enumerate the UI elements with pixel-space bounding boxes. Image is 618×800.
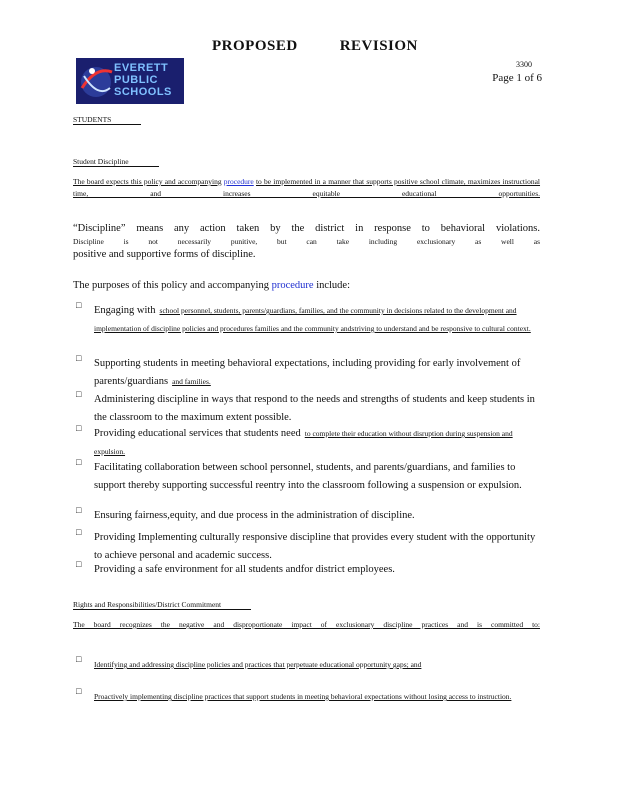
list-item: □ Providing a safe environment for all students andfor district employees. bbox=[76, 559, 395, 575]
list-item: □ Engaging with school personnel, students, parents/guardians, families, and the community in decisions related to the development and implementation of discipline policies and procedures families and the community andstriving to understand and be responsive to cultural context. bbox=[76, 300, 531, 333]
policy-subject: Student Discipline bbox=[73, 157, 540, 166]
procedure-link[interactable]: procedure bbox=[223, 177, 254, 186]
list-item: □ Ensuring fairness,equity, and due process in the administration of discipline. bbox=[76, 505, 415, 521]
rights-heading: Rights and Responsibilities/District Commitment bbox=[73, 600, 540, 609]
policy-number: 3300 bbox=[516, 60, 532, 69]
bullet-icon: □ bbox=[76, 300, 82, 310]
commitments-list bbox=[76, 654, 538, 718]
list-item: □ Identifying and addressing discipline policies and practices that perpetuate educational opportunity gaps; and bbox=[76, 654, 422, 669]
bullet-icon: □ bbox=[76, 686, 82, 696]
everett-public-schools-logo bbox=[76, 58, 184, 104]
purposes-list bbox=[76, 300, 538, 579]
logo-text: EVERETT PUBLIC SCHOOLS bbox=[114, 62, 172, 98]
bullet-icon: □ bbox=[76, 457, 82, 467]
bullet-icon: □ bbox=[76, 389, 82, 399]
bullet-icon: □ bbox=[76, 527, 82, 537]
intro-paragraph: The board expects this policy and accompanying procedure to be implemented in a manner that supports positive school climate, maximizes instructional time, and increases equitable educational opportunities. bbox=[73, 177, 541, 198]
list-item: □ Administering discipline in ways that respond to the needs and strengths of students and keep students in the classroom to the maximum extent possible. bbox=[76, 389, 535, 423]
bullet-icon: □ bbox=[76, 423, 82, 433]
list-item: □ Providing Implementing culturally responsive discipline that provides every student with the opportunity to achieve personal and academic success. bbox=[76, 527, 536, 561]
list-item: □ Supporting students in meeting behavioral expectations, including providing for early involvement of parents/guardians and families. bbox=[76, 353, 521, 387]
bullet-icon: □ bbox=[76, 559, 82, 569]
bullet-icon: □ bbox=[76, 505, 82, 515]
section-heading: STUDENTS bbox=[73, 115, 540, 124]
procedure-link-2[interactable]: procedure bbox=[271, 280, 314, 291]
rights-intro: The board recognizes the negative and disproportionate impact of exclusionary discipline practices and is committed to: bbox=[73, 620, 540, 629]
bullet-icon: □ bbox=[76, 654, 82, 664]
list-item: □ Providing educational services that students need to complete their education without disruption during suspension and expulsion. bbox=[76, 423, 513, 456]
purpose-paragraph: The purposes of this policy and accompanying procedure include: bbox=[73, 280, 351, 291]
document-title: PROPOSED REVISION bbox=[212, 38, 418, 54]
bullet-icon: □ bbox=[76, 353, 82, 363]
list-item: □ Facilitating collaboration between school personnel, students, and parents/guardians, and families to support thereby supporting successful reentry into the classroom following a suspension or expulsion. bbox=[76, 457, 522, 491]
definition-paragraph: “Discipline” means any action taken by the district in response to behavioral violations. Discipline is not necessarily punitive, but can take including exclusionary as well as positive and supportive forms of discipline. bbox=[73, 223, 540, 260]
list-item: □ Proactively implementing discipline practices that support students in meeting behavioral expectations without losing access to instruction. bbox=[76, 686, 512, 701]
page-number: Page 1 of 6 bbox=[492, 72, 542, 84]
